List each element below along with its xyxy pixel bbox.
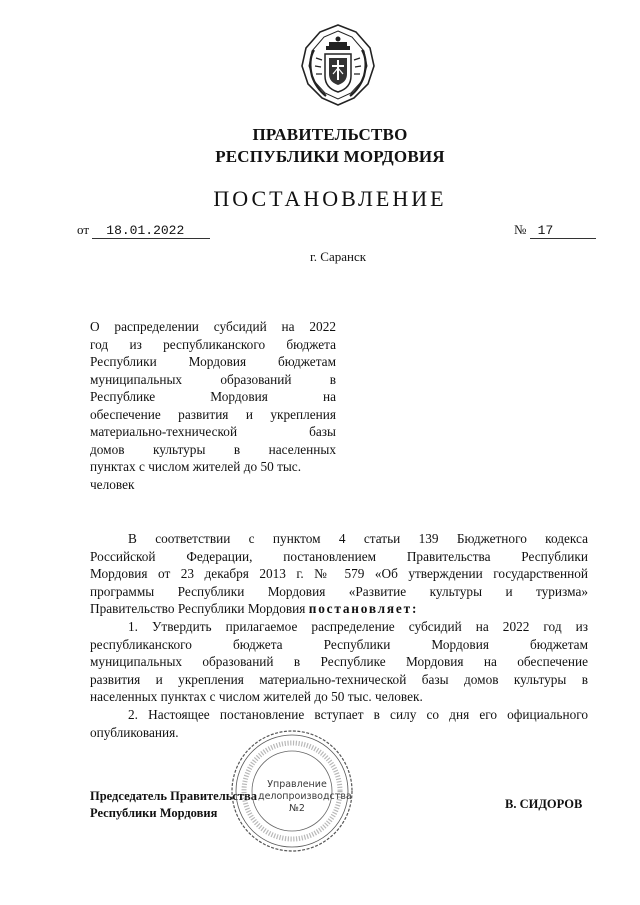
government-name-line1: ПРАВИТЕЛЬСТВО [252,125,408,144]
subject-line: материально-технической базы [90,424,336,439]
subject-line: пунктах с числом жителей до 50 тыс. [90,459,302,474]
preamble-line: Российской Федерации, постановлением Правительства Республики [90,548,588,564]
signer-name: В. СИДОРОВ [505,797,583,811]
number-prefix-label: № [514,222,527,237]
document-subject [90,318,336,493]
document-date-value: 18.01.2022 [92,223,210,239]
item1-line: республиканского бюджета Республики Мордовия бюджетам [90,636,588,652]
item2-line: опубликования. [90,724,179,740]
item1-line: населенных пунктах с числом жителей до 50 тыс. человек. [90,689,423,705]
signer-position-line2: Республики Мордовия [90,806,218,820]
item1-line: развития и укрепления материально-технической базы домов культуры в [90,671,588,687]
stamp-line3: №2 [289,803,305,814]
signer-position-line1: Председатель Правительства [90,789,258,803]
preamble-line: программы Республики Мордовия «Развитие культуры и туризма» [90,583,588,599]
resolution-keyword: постановляет: [308,601,419,617]
preamble-tail: Правительство Республики Мордовия [90,601,309,617]
subject-line: муниципальных образований в [90,371,336,387]
government-name-line2: РЕСПУБЛИКИ МОРДОВИЯ [215,147,445,166]
document-city: г. Саранск [309,249,367,264]
item2-line: 2. Настоящее постановление вступает в силу со дня его официального [128,706,588,722]
document-number-field [514,222,596,239]
subject-line: Республики Мордовия бюджетам [90,354,336,369]
preamble-line: Мордовия от 23 декабря 2013 г. № 579 «Об утверждении государственной [90,566,588,582]
subject-line: домов культуры в населенных [90,441,336,457]
preamble-line-final [90,600,588,618]
subject-line: обеспечение развития и укрепления [90,406,336,422]
document-type-title: ПОСТАНОВЛЕНИЕ [213,186,447,211]
preamble-line: В соответствии с пунктом 4 статьи 139 Бюджетного кодекса [128,531,588,546]
document-date-field [77,222,210,239]
subject-line: Республике Мордовия на [90,389,336,404]
subject-line: год из республиканского бюджета [90,336,336,352]
stamp-line1: Управление [267,779,327,790]
item1-line: муниципальных образований в Республике Мордовия на обеспечение [90,654,588,670]
stamp-line2: делопроизводства [258,791,352,802]
subject-line: человек [90,476,135,492]
stamp-inscription [258,779,352,815]
item1-line: 1. Утвердить прилагаемое распределение субсидий на 2022 год из [128,618,588,634]
date-prefix-label: от [77,222,90,237]
document-number-value: 17 [530,223,596,239]
subject-line: О распределении субсидий на 2022 [90,319,336,334]
coat-of-arms-emblem [296,22,380,108]
document-body [90,530,588,741]
